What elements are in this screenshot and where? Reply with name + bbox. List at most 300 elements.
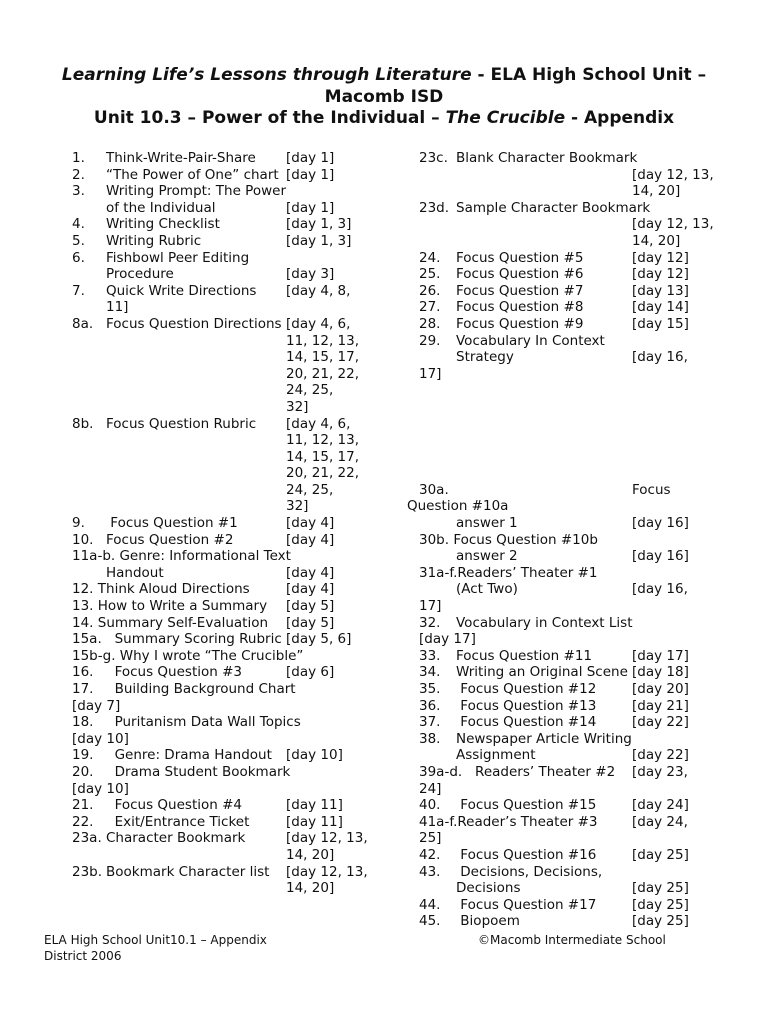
list-item-number: 8b. <box>72 415 94 432</box>
list-item-text: Focus Question #8 <box>456 299 584 316</box>
list-item <box>72 714 392 731</box>
list-item <box>419 648 729 665</box>
list-item-number: 36. <box>419 697 441 714</box>
list-item-number: 27. <box>419 299 441 316</box>
list-item <box>72 698 392 715</box>
list-item <box>419 814 729 831</box>
list-item <box>72 565 392 582</box>
list-item-text: Building Background Chart <box>106 681 296 697</box>
list-item-number <box>72 333 106 350</box>
list-item-day: [day 25] <box>632 880 689 897</box>
list-item-text: Genre: Drama Handout <box>106 747 272 764</box>
list-item-text: 15a. Summary Scoring Rubric <box>72 631 282 648</box>
list-item-number <box>72 565 106 582</box>
list-item-day: [day 1] <box>286 166 335 183</box>
list-item-text: Think-Write-Pair-Share <box>106 150 256 166</box>
list-item-day: [day 12] <box>632 249 689 266</box>
list-item <box>72 250 392 267</box>
list-item <box>419 714 729 731</box>
list-item-number <box>72 432 106 449</box>
list-item-number: 23c. <box>419 150 448 166</box>
list-item <box>419 216 729 233</box>
list-item-day: 24, 25, <box>286 382 334 399</box>
list-item-text: [day 17] <box>419 631 476 648</box>
list-item <box>419 548 729 565</box>
list-item <box>419 631 729 648</box>
list-item-day: [day 16] <box>632 548 689 565</box>
list-item-day: Focus <box>632 481 671 498</box>
list-item-day: 14, 20] <box>286 846 335 863</box>
list-item-text <box>106 880 286 897</box>
list-item-number <box>419 233 456 250</box>
list-item-number: 10. <box>72 531 94 548</box>
list-item <box>72 432 392 449</box>
list-item <box>72 781 392 798</box>
list-item-day: [day 15] <box>632 315 689 332</box>
list-item-text: Focus Question #7 <box>456 282 584 299</box>
list-item-number: 32. <box>419 614 441 631</box>
list-item-day: [day 16, <box>632 349 688 366</box>
list-item-number: 4. <box>72 216 85 233</box>
list-item <box>72 216 392 233</box>
list-item-number: 44. <box>419 896 441 913</box>
list-item-number: 34. <box>419 664 441 681</box>
list-item-day: [day 1] <box>286 150 335 166</box>
list-item-day: 32] <box>286 498 309 515</box>
appendix-list-left <box>72 150 392 897</box>
list-item-text: 15b-g. Why I wrote “The Crucible” <box>72 647 304 664</box>
list-item-text: Writing an Original Scene <box>456 664 628 681</box>
list-item <box>419 764 729 781</box>
list-item-text <box>106 432 286 449</box>
list-item-day: [day 4, 6, <box>286 315 351 332</box>
list-item-number: 3. <box>72 183 85 200</box>
list-item-number: 23a. <box>72 830 102 847</box>
list-item-text: Writing Rubric <box>106 232 202 249</box>
list-item-text: of the Individual <box>106 199 216 216</box>
list-item-text <box>106 333 286 350</box>
list-item <box>72 814 392 831</box>
list-item <box>72 830 392 847</box>
list-item-text: Fishbowl Peer Editing <box>106 249 250 266</box>
list-item-day: [day 24, <box>632 813 688 830</box>
list-item-text: 17] <box>419 598 442 615</box>
list-item <box>419 333 729 350</box>
list-item-day: [day 13] <box>632 282 689 299</box>
list-item-text: Drama Student Bookmark <box>106 763 291 780</box>
list-item-text: 31a-f.Readers’ Theater #1 <box>419 564 598 581</box>
list-item-text: Focus Question #6 <box>456 266 584 283</box>
list-item <box>419 581 729 598</box>
list-item-number <box>72 399 106 416</box>
list-item-day: [day 17] <box>632 647 689 664</box>
list-item-text: 39a-d. Readers’ Theater #2 <box>419 763 616 780</box>
list-item <box>419 565 729 582</box>
list-item-text: Focus Question #3 <box>106 664 243 681</box>
list-item <box>72 515 392 532</box>
list-item-text: Strategy <box>456 349 514 366</box>
list-item-number: 23d. <box>419 199 450 216</box>
list-item-number: 18. <box>72 714 94 731</box>
list-item-text: 25] <box>419 830 442 847</box>
list-item <box>72 598 392 615</box>
list-item <box>419 299 729 316</box>
list-item-text <box>456 167 632 184</box>
list-item-day: [day 21] <box>632 697 689 714</box>
list-item-day: [day 11] <box>286 813 343 830</box>
list-item-text: Biopoem <box>456 913 520 930</box>
list-item <box>72 382 392 399</box>
list-item-text <box>456 233 632 250</box>
list-item-day: [day 12, 13, <box>632 216 714 233</box>
list-item-text <box>106 382 286 399</box>
list-item <box>419 864 729 881</box>
list-item <box>72 498 392 515</box>
list-item-number: 8a. <box>72 315 94 332</box>
list-item <box>419 399 729 416</box>
list-item-text: Focus Question #5 <box>456 249 584 266</box>
list-item-text: Blank Character Bookmark <box>456 150 638 166</box>
list-item <box>72 167 392 184</box>
list-item <box>419 515 729 532</box>
list-item-number <box>72 482 106 499</box>
list-item-day: [day 5] <box>286 598 335 615</box>
list-item <box>72 465 392 482</box>
list-item-day: [day 12, 13, <box>286 830 368 847</box>
list-item-number: 2. <box>72 166 85 183</box>
list-item-number: 1. <box>72 150 85 166</box>
list-item-number <box>419 548 456 565</box>
list-item-day: 11, 12, 13, <box>286 432 359 449</box>
list-item-text: (Act Two) <box>456 581 518 598</box>
list-item-number: 42. <box>419 846 441 863</box>
list-item-text: Decisions, Decisions, <box>456 863 603 880</box>
list-item-day: [day 4, 8, <box>286 282 351 299</box>
list-item-text: [day 10] <box>72 780 129 797</box>
list-item-day: [day 24] <box>632 797 689 814</box>
list-item <box>419 664 729 681</box>
list-item <box>419 598 729 615</box>
list-item-text <box>106 465 286 482</box>
list-item <box>419 416 729 433</box>
list-item <box>419 167 729 184</box>
list-item-day: [day 5, 6] <box>286 631 352 648</box>
list-item <box>419 266 729 283</box>
list-item <box>72 747 392 764</box>
list-item-number: 43. <box>419 863 441 880</box>
list-item-text: Handout <box>106 564 164 581</box>
list-item-day: [day 1, 3] <box>286 216 352 233</box>
list-item-number: 24. <box>419 249 441 266</box>
list-item <box>72 283 392 300</box>
list-item-number <box>419 581 456 598</box>
list-item-number <box>72 266 106 283</box>
list-item-text: 41a-f.Reader’s Theater #3 <box>419 813 598 830</box>
list-item <box>72 200 392 217</box>
list-item <box>419 366 729 383</box>
list-item-day: [day 4] <box>286 581 335 598</box>
list-item-text: 12. Think Aloud Directions <box>72 581 250 598</box>
list-item-day: [day 25] <box>632 913 689 930</box>
list-item-text <box>106 498 286 515</box>
list-item-text: [day 7] <box>72 697 121 714</box>
list-item-text: Focus Question Rubric <box>106 415 257 432</box>
list-item-text: Focus Question #4 <box>106 797 243 814</box>
list-item <box>72 416 392 433</box>
list-item-text: Newspaper Article Writing <box>456 730 632 747</box>
unit-title-line3: Unit 10.3 – Power of the Individual – The Crucible - Appendix <box>93 108 675 128</box>
list-item-text: Focus Question #14 <box>456 714 597 731</box>
list-item-day: 14, 20] <box>286 880 335 897</box>
list-item-day: 14, 15, 17, <box>286 349 359 366</box>
list-item-day: 14, 15, 17, <box>286 448 359 465</box>
list-item <box>419 200 729 217</box>
list-item-text <box>456 216 632 233</box>
list-item-text: Vocabulary In Context <box>456 332 605 349</box>
list-item <box>419 847 729 864</box>
list-item-number <box>72 299 106 316</box>
list-item <box>72 449 392 466</box>
list-item <box>419 449 729 466</box>
list-item-day: [day 22] <box>632 714 689 731</box>
footer-left <box>44 932 267 964</box>
list-item-text: Focus Question #9 <box>456 315 584 332</box>
list-item-text <box>106 482 286 499</box>
list-item <box>419 316 729 333</box>
list-item-number: 38. <box>419 730 441 747</box>
list-item-number <box>72 349 106 366</box>
list-item-text: Focus Question #1 <box>106 515 238 532</box>
list-item <box>419 781 729 798</box>
list-item <box>72 366 392 383</box>
list-item-number <box>72 382 106 399</box>
list-item-text: Exit/Entrance Ticket <box>106 813 250 830</box>
list-item-text <box>106 449 286 466</box>
list-item <box>419 482 729 499</box>
list-item-text: Focus Question #13 <box>456 697 597 714</box>
list-item-number <box>72 366 106 383</box>
list-item-text <box>106 366 286 383</box>
list-item-number <box>419 349 456 366</box>
list-item-text: Focus Question Directions <box>106 315 282 332</box>
list-item-day: [day 22] <box>632 747 689 764</box>
list-item-number: 35. <box>419 681 441 697</box>
list-item-number: 33. <box>419 647 441 664</box>
list-item <box>72 615 392 632</box>
list-item-day: [day 25] <box>632 896 689 913</box>
list-item-number: 17. <box>72 681 94 697</box>
list-item-text: Character Bookmark <box>106 830 246 847</box>
list-item-day: [day 16] <box>632 515 689 532</box>
list-item-day: [day 16, <box>632 581 688 598</box>
list-item <box>72 532 392 549</box>
list-item <box>419 150 729 167</box>
list-item <box>72 880 392 897</box>
list-item-text: [day 10] <box>72 730 129 747</box>
unit-title-line2: Macomb ISD <box>324 87 444 107</box>
list-item-number: 45. <box>419 913 441 930</box>
list-item-number: 25. <box>419 266 441 283</box>
list-item-number: 6. <box>72 249 85 266</box>
list-item-text: Decisions <box>456 880 521 897</box>
list-item-number <box>72 449 106 466</box>
list-item-text <box>456 183 632 200</box>
list-item-day: [day 11] <box>286 797 343 814</box>
list-item-text <box>106 847 286 864</box>
list-item-text: answer 2 <box>456 548 518 565</box>
list-item-number <box>72 498 106 515</box>
list-item-number: 28. <box>419 315 441 332</box>
list-item <box>72 266 392 283</box>
list-item-number: 5. <box>72 232 85 249</box>
list-item <box>72 233 392 250</box>
list-item-day: 32] <box>286 398 309 415</box>
list-item-number: 23b. <box>72 863 103 880</box>
list-item-day: [day 4, 6, <box>286 415 351 432</box>
list-item <box>419 432 729 449</box>
list-item <box>72 764 392 781</box>
list-item-text: Bookmark Character list <box>106 863 270 880</box>
list-item <box>72 797 392 814</box>
list-item-day: [day 4] <box>286 515 335 532</box>
list-item <box>72 150 392 167</box>
list-item-day: 11, 12, 13, <box>286 332 359 349</box>
list-item-text: Question #10a <box>407 498 509 515</box>
list-item-number: 16. <box>72 664 94 681</box>
list-item <box>419 615 729 632</box>
list-item <box>72 482 392 499</box>
list-item-text <box>106 399 286 416</box>
list-item-number: 26. <box>419 282 441 299</box>
list-item <box>419 349 729 366</box>
list-item-text <box>456 482 632 499</box>
list-item-day: [day 25] <box>632 846 689 863</box>
list-item-text: Puritanism Data Wall Topics <box>106 714 301 731</box>
list-item <box>419 880 729 897</box>
list-item-number <box>419 747 456 764</box>
list-item-day: [day 1] <box>286 199 335 216</box>
list-item <box>72 581 392 598</box>
list-item <box>72 648 392 665</box>
list-item <box>419 830 729 847</box>
list-item-number <box>72 847 106 864</box>
list-item-text: Writing Prompt: The Power <box>106 183 286 200</box>
list-item-number <box>72 880 106 897</box>
footer-copyright: ©Macomb Intermediate School <box>478 933 666 947</box>
list-item <box>72 847 392 864</box>
list-item-day: [day 20] <box>632 681 689 697</box>
list-item <box>72 548 392 565</box>
list-item-text: 24] <box>419 780 442 797</box>
list-item <box>72 299 392 316</box>
list-item-number <box>419 880 456 897</box>
list-item-text: “The Power of One” chart <box>106 166 279 183</box>
list-item-day: [day 12] <box>632 266 689 283</box>
list-item-number: 19. <box>72 747 94 764</box>
list-item-day: [day 4] <box>286 531 335 548</box>
list-item-text: Focus Question #17 <box>456 896 597 913</box>
list-item-text: 17] <box>419 365 442 382</box>
list-item <box>72 183 392 200</box>
list-item <box>419 797 729 814</box>
list-item-number <box>72 465 106 482</box>
list-item-day: [day 12, 13, <box>286 863 368 880</box>
list-item-number: 9. <box>72 515 85 532</box>
list-item <box>419 913 729 930</box>
appendix-list-right <box>407 150 729 930</box>
list-item-day: 14, 20] <box>632 232 681 249</box>
list-item-day: 20, 21, 22, <box>286 365 359 382</box>
list-item-number: 20. <box>72 763 94 780</box>
list-item <box>419 382 729 399</box>
list-item-number <box>419 515 456 532</box>
unit-title-line1: Learning Life’s Lessons through Literature - ELA High School Unit – <box>61 65 707 85</box>
list-item-text: Focus Question #15 <box>456 797 597 814</box>
list-item <box>419 250 729 267</box>
list-item-day: [day 18] <box>632 664 689 681</box>
list-item <box>419 698 729 715</box>
list-item-day: [day 3] <box>286 266 335 283</box>
list-item-text: 30b. Focus Question #10b <box>419 531 598 548</box>
list-item <box>419 532 729 549</box>
list-item-day: [day 12, 13, <box>632 166 714 183</box>
list-item-text: Sample Character Bookmark <box>456 199 651 216</box>
list-item-day: 14, 20] <box>632 183 681 200</box>
list-item-number <box>419 167 456 184</box>
list-item-text: 13. How to Write a Summary <box>72 598 268 615</box>
list-item-text: Focus Question #12 <box>456 681 597 697</box>
list-item-text: answer 1 <box>456 515 518 532</box>
list-item-day: [day 23, <box>632 763 688 780</box>
list-item-day: 24, 25, <box>286 481 334 498</box>
list-item-number <box>419 216 456 233</box>
list-item-number: 21. <box>72 797 94 814</box>
list-item <box>72 631 392 648</box>
list-item-day: 20, 21, 22, <box>286 465 359 482</box>
list-item-day: [day 1, 3] <box>286 232 352 249</box>
list-item-text: Writing Checklist <box>106 216 220 233</box>
list-item-text <box>106 349 286 366</box>
list-item-number: 7. <box>72 282 85 299</box>
list-item <box>72 333 392 350</box>
list-item-number <box>72 200 106 217</box>
list-item <box>72 316 392 333</box>
list-item <box>419 731 729 748</box>
list-item <box>419 747 729 764</box>
list-item-number: 40. <box>419 797 441 814</box>
list-item-text: Vocabulary in Context List <box>456 614 633 631</box>
list-item-number: 37. <box>419 714 441 731</box>
list-item <box>419 233 729 250</box>
list-item-number <box>419 183 456 200</box>
list-item <box>419 283 729 300</box>
list-item-text: 14. Summary Self-Evaluation <box>72 614 269 631</box>
list-item-text: Focus Question #2 <box>106 531 234 548</box>
list-item <box>72 349 392 366</box>
footer-district: District 2006 <box>44 949 122 963</box>
list-item <box>419 681 729 698</box>
list-item-text: Assignment <box>456 747 536 764</box>
list-item <box>72 731 392 748</box>
list-item <box>419 183 729 200</box>
list-item <box>419 465 729 482</box>
list-item <box>72 864 392 881</box>
list-item-day: [day 4] <box>286 564 335 581</box>
list-item-day: [day 14] <box>632 299 689 316</box>
list-item-text: 11] <box>106 299 129 316</box>
list-item <box>72 664 392 681</box>
list-item-text: Focus Question #11 <box>456 647 593 664</box>
